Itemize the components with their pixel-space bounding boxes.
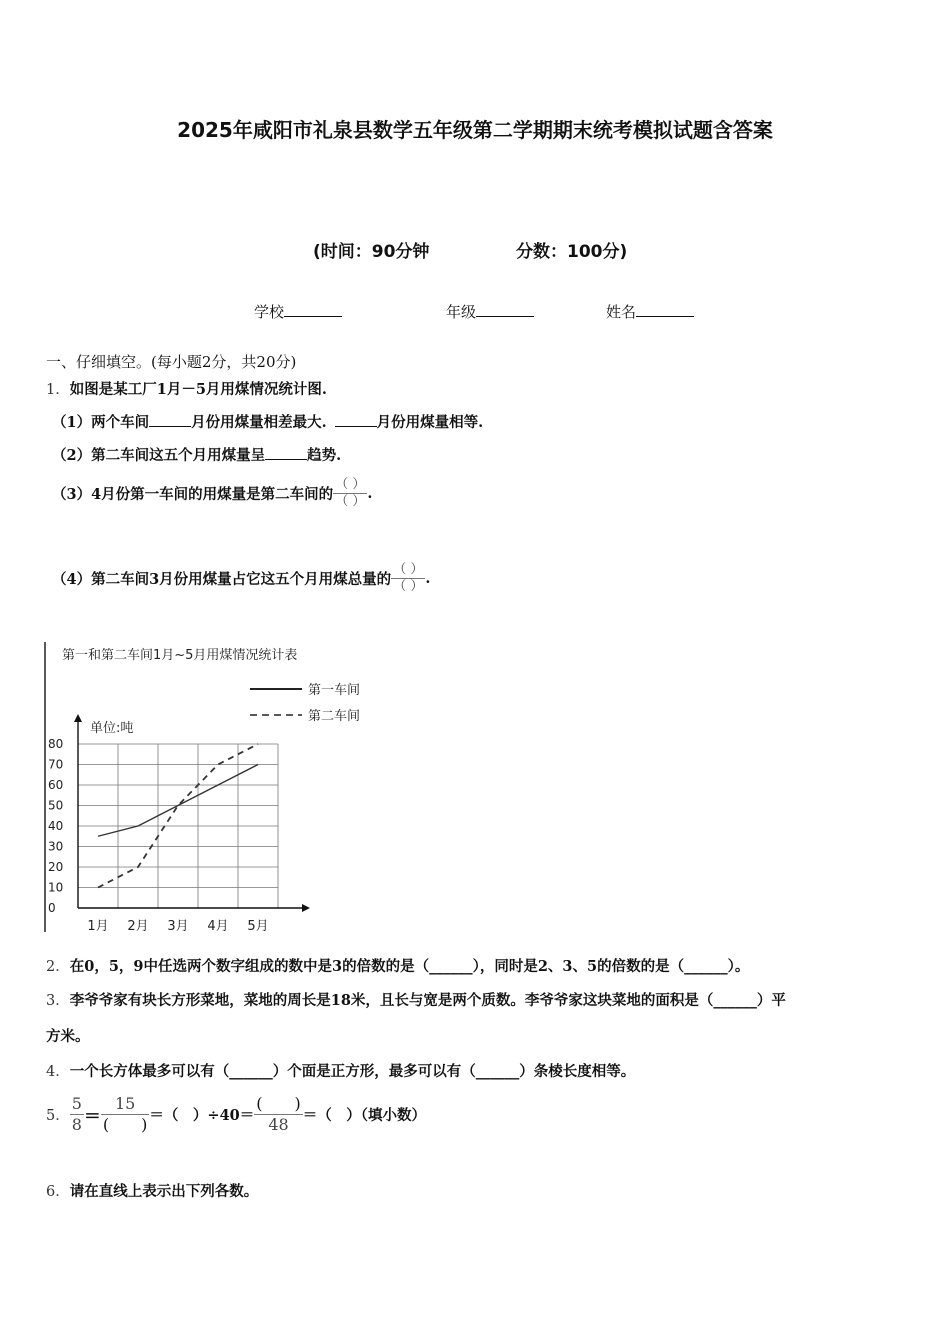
chart-legend [250, 682, 360, 724]
fraction-5-8 [70, 1094, 84, 1135]
part-text: （1）两个车间 [52, 414, 150, 431]
part-text: （4）第二车间3月份用煤量占它这五个月用煤总量的 [52, 571, 392, 588]
fraction-denominator: 48 [268, 1115, 289, 1134]
legend-label: 第一车间 [308, 683, 361, 698]
x-tick-label: 3月 [167, 919, 189, 934]
answer-fraction[interactable] [333, 477, 367, 510]
fraction-15-blank[interactable] [101, 1094, 150, 1135]
question-text: 在0，5，9中任选两个数字组成的数中是3的倍数的是（______），同时是2、3、5的倍数的是（______）。 [69, 958, 750, 975]
y-axis-arrow [74, 714, 82, 722]
question-3-continued: 方米。 [46, 1028, 90, 1045]
question-4 [46, 1060, 635, 1081]
school-blank[interactable] [284, 302, 342, 317]
name-blank[interactable] [636, 302, 694, 317]
question-3 [46, 989, 786, 1010]
fraction-denominator: ( ) [102, 1115, 148, 1134]
question-number: 3． [46, 993, 70, 1009]
y-axis-label: 单位:吨 [90, 721, 134, 736]
equals-sign: ＝ [83, 1107, 101, 1127]
fraction-numerator: （ ） [335, 477, 366, 492]
grade-field [446, 301, 534, 322]
question-1-part-4 [52, 562, 430, 595]
question-6 [46, 1180, 258, 1201]
time-info: (时间：90分钟 [313, 242, 430, 262]
question-text: 李爷爷家有块长方形菜地，菜地的周长是18米，且长与宽是两个质数。李爷爷家这块菜地的面积是（______）平 [69, 992, 786, 1009]
question-5 [46, 1094, 426, 1135]
y-tick-label: 20 [48, 860, 64, 874]
chart-title: 第一和第二车间1月~5月用煤情况统计表 [62, 648, 298, 663]
question-2 [46, 955, 749, 976]
question-1-part-1 [52, 411, 483, 432]
period: . [425, 570, 431, 587]
x-axis-arrow [302, 904, 310, 912]
name-field [606, 301, 694, 322]
y-tick-label: 30 [48, 839, 64, 854]
part-text: 月份用煤量相等. [376, 414, 484, 431]
fraction-denominator: 8 [71, 1115, 82, 1134]
series-line-workshop-2 [98, 744, 258, 888]
question-text: 请在直线上表示出下列各数。 [69, 1183, 259, 1200]
y-tick-labels [48, 737, 63, 915]
fraction-numerator: （ ） [393, 562, 424, 577]
answer-blank[interactable] [265, 445, 307, 460]
question-number: 6． [46, 1184, 70, 1200]
x-tick-label: 2月 [127, 919, 149, 934]
decimal-expression: ＝（ ）（填小数） [302, 1107, 426, 1124]
fraction-numerator: 5 [71, 1094, 82, 1113]
y-tick-label: 70 [48, 757, 64, 772]
x-tick-label: 5月 [247, 919, 269, 934]
coal-usage-chart [44, 640, 366, 934]
period: . [367, 485, 373, 502]
division-expression: ＝（ ）÷40＝ [149, 1107, 255, 1124]
y-tick-label: 10 [48, 880, 64, 895]
question-1 [46, 378, 327, 399]
y-tick-label: 40 [48, 819, 64, 833]
y-tick-label: 80 [48, 737, 64, 751]
y-tick-label: 50 [48, 798, 64, 813]
answer-blank[interactable] [335, 412, 377, 427]
question-number: 4． [46, 1064, 70, 1080]
x-tick-label: 1月 [87, 919, 109, 934]
x-tick-labels [87, 919, 268, 934]
legend-label: 第二车间 [308, 709, 361, 724]
question-1-part-3 [52, 477, 372, 510]
school-label: 学校 [254, 303, 285, 321]
school-field [254, 301, 342, 322]
x-tick-label: 4月 [207, 919, 229, 934]
question-number: 2． [46, 959, 70, 975]
section-title: 一、仔细填空。(每小题2分，共20分) [46, 353, 297, 371]
name-label: 姓名 [606, 303, 637, 321]
part-text: （3）4月份第一车间的用煤量是第二车间的 [52, 486, 334, 503]
fraction-numerator: 15 [114, 1094, 136, 1113]
fraction-numerator: ( ) [256, 1094, 301, 1113]
fraction-denominator: （ ） [393, 579, 424, 594]
fraction-denominator: （ ） [335, 494, 366, 509]
question-number: 1． [46, 382, 70, 398]
y-tick-label: 0 [48, 901, 56, 915]
part-text: （2）第二车间这五个月用煤量呈 [52, 447, 266, 464]
question-number: 5． [46, 1108, 70, 1124]
question-text: 如图是某工厂1月－5月用煤情况统计图. [69, 381, 327, 398]
score-info: 分数：100分) [516, 242, 628, 262]
y-tick-label: 60 [48, 778, 64, 792]
question-1-part-2 [52, 444, 341, 465]
part-text: 月份用煤量相差最大. [191, 414, 327, 431]
fraction-blank-48[interactable] [254, 1094, 303, 1135]
series-line-workshop-1 [98, 765, 258, 837]
question-text: 一个长方体最多可以有（______）个面是正方形，最多可以有（______）条棱长度相等。 [69, 1063, 636, 1080]
chart-grid [78, 744, 278, 908]
answer-blank[interactable] [149, 412, 191, 427]
answer-fraction[interactable] [391, 562, 425, 595]
part-text: 趋势. [307, 447, 342, 464]
page-title: 2025年咸阳市礼泉县数学五年级第二学期期末统考模拟试题含答案 [177, 118, 773, 142]
chart-canvas [44, 640, 366, 934]
grade-label: 年级 [446, 303, 477, 321]
grade-blank[interactable] [476, 302, 534, 317]
chart-series [98, 744, 258, 888]
